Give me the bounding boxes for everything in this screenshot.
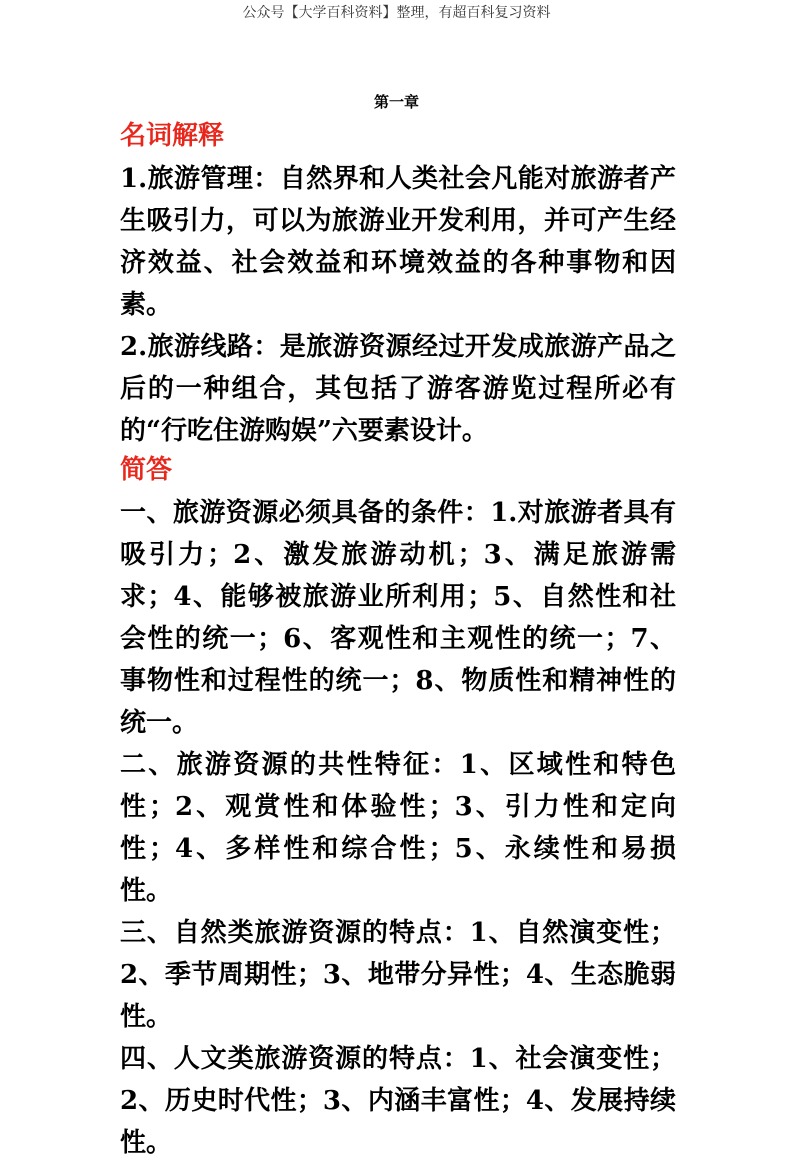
section-heading-answers: 简答 (120, 455, 173, 485)
answer-item-1-text: 1.对旅游者具有吸引力；2、激发旅游动机；3、满足旅游需求；4、能够被旅游业所利用；5、自然性和社会性的统一；6、客观性和主观性的统一；7、事物性和过程性的统一；8、物质性和精神性的统一。 (120, 498, 676, 738)
term-item-2 (120, 326, 676, 452)
term-item-1-lead: 1.旅游管理： (120, 164, 280, 194)
answer-item-3-lead: 三、自然类旅游资源的特点： (120, 918, 470, 948)
chapter-title: 第一章 (373, 93, 419, 111)
answer-item-2-text: 1、区域性和特色性；2、观赏性和体验性；3、引力性和定向性；4、多样性和综合性；5、永续性和易损性。 (120, 750, 676, 906)
header-note: 公众号【大学百科资料】整理，有超百科复习资料 (242, 5, 551, 21)
answer-item-4 (120, 1038, 676, 1164)
answer-item-4-text: 1、社会演变性；2、历史时代性；3、内涵丰富性；4、发展持续性。 (120, 1044, 676, 1158)
document-body (120, 118, 676, 1164)
term-item-1-text: 自然界和人类社会凡能对旅游者产生吸引力，可以为旅游业开发利用，并可产生经济效益、社会效益和环境效益的各种事物和因素。 (120, 164, 676, 320)
answer-item-2-lead: 二、旅游资源的共性特征： (120, 750, 460, 780)
answer-item-3 (120, 912, 676, 1038)
term-item-1 (120, 158, 676, 326)
answer-item-2 (120, 744, 676, 912)
answer-item-3-text: 1、自然演变性；2、季节周期性；3、地带分异性；4、生态脆弱性。 (120, 918, 676, 1032)
answer-item-4-lead: 四、人文类旅游资源的特点： (120, 1044, 470, 1074)
section-heading-terms: 名词解释 (120, 121, 225, 151)
term-item-2-lead: 2.旅游线路： (120, 332, 280, 362)
answer-item-1 (120, 492, 676, 744)
answer-item-1-lead: 一、旅游资源必须具备的条件： (120, 498, 491, 528)
term-item-2-text: 是旅游资源经过开发成旅游产品之后的一种组合，其包括了游客游览过程所必有的“行吃住游购娱”六要素设计。 (120, 332, 676, 446)
